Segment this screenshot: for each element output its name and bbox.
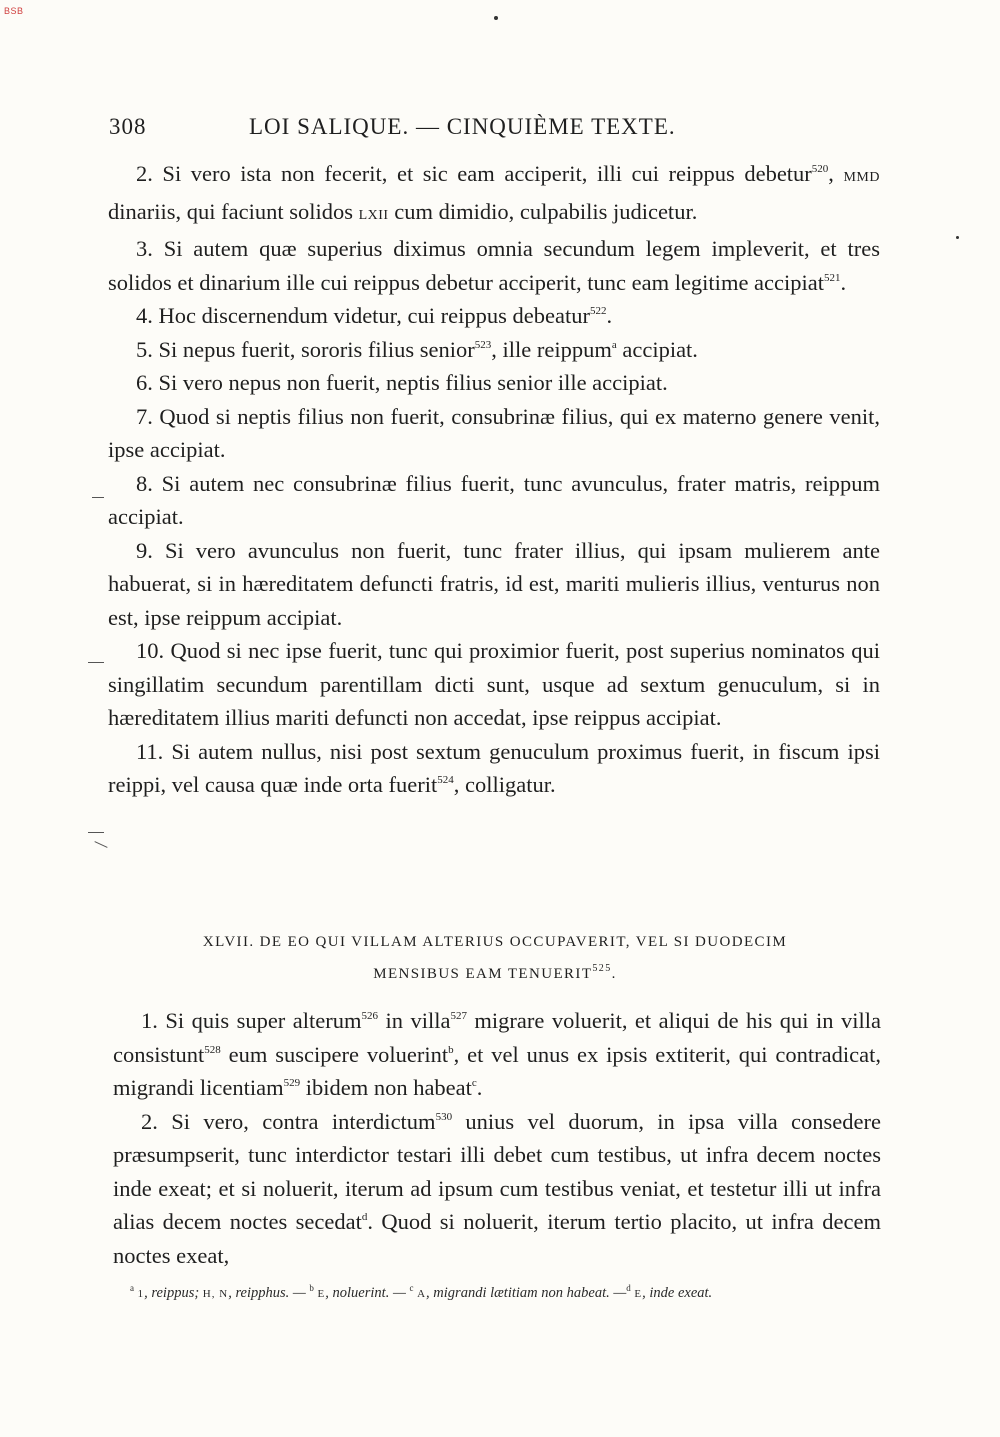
- note-ref: 526: [361, 1010, 378, 1022]
- page-number: 308: [109, 114, 147, 139]
- margin-mark: [92, 497, 104, 498]
- footnote-ref: d: [361, 1211, 368, 1223]
- paragraph-9: 9. Si vero avunculus non fuerit, tunc frater illius, qui ipsam mulierem ante habuerat, si in hæreditatem defuncti fratris, id est, mariti mulieris illius, venturus non est, ipse reippum accipiat.: [108, 537, 880, 630]
- paragraph-11: 11. Si autem nullus, nisi post sextum genuculum proximus fuerit, in fiscum ipsi reippi, vel causa quæ inde orta fuerit$^{524}$, colligatur.: [108, 738, 880, 797]
- running-title: LOI SALIQUE. — CINQUIÈME TEXTE.: [249, 114, 676, 139]
- paragraph-5: 5. Si nepus fuerit, sororis filius senior$^{523}$, ille reippum$^a$ accipiat.: [136, 336, 698, 362]
- text-block-reippus: [108, 157, 880, 802]
- note-ref: 525: [592, 963, 612, 974]
- paragraph-10: 10. Quod si nec ipse fuerit, tunc qui proximior fuerit, post superius nominatos qui singillatim secundum parentillam dicti sunt, usque ad sextum genuculum, si in hæreditatem illius mariti defuncti non accedat, ipse reippus accipiat.: [108, 638, 880, 730]
- note-ref: 523: [474, 338, 492, 351]
- note-ref: 527: [450, 1010, 467, 1022]
- note-ref: 522: [589, 305, 607, 317]
- note-ref: 529: [283, 1077, 301, 1089]
- ink-dot: [956, 236, 959, 239]
- margin-mark: [94, 841, 107, 848]
- note-ref: 530: [435, 1110, 453, 1123]
- footnote-ref: b: [448, 1043, 454, 1056]
- chapter-heading: [130, 926, 860, 990]
- paragraph-2: 2. Si vero ista non fecerit, et sic eam acciperit, illi cui reippus debetur$^{520}$, MMD dinariis, qui faciunt solidos LXII cum dimidio, culpabilis judicetur.: [108, 161, 880, 224]
- text-block-villa: [113, 1004, 881, 1272]
- paragraph-8: 8. Si autem nec consubrinæ filius fuerit, tunc avunculus, frater matris, reippum accipiat.: [108, 470, 880, 529]
- library-stamp: BSB: [4, 6, 24, 16]
- chapter-heading-line-2: MENSIBUS EAM TENUERIT$^{525}$.: [373, 963, 617, 982]
- note-ref: 520: [811, 163, 829, 175]
- ink-dot: [494, 16, 498, 20]
- paragraph-6: 6. Si vero nepus non fuerit, neptis filius senior ille accipiat.: [136, 370, 668, 395]
- paragraph-7: 7. Quod si neptis filius non fuerit, consubrinæ filius, qui ex materno genere venit, ipse accipiat.: [108, 403, 880, 462]
- footnote-ref: c: [471, 1077, 477, 1089]
- paragraph-3: 3. Si autem quæ superius diximus omnia secundum legem impleverit, et tres solidos et dinarium ille cui reippus debetur acciperit, tunc eam legitime accipiat$^{521}$.: [108, 236, 880, 295]
- note-ref: 524: [437, 774, 454, 786]
- note-ref: 528: [204, 1043, 221, 1056]
- margin-mark: [88, 662, 104, 663]
- paragraph-4: 4. Hoc discernendum videtur, cui reippus debeatur$^{522}$.: [136, 303, 613, 328]
- paragraph-1: 1. Si quis super alterum$^{526}$ in villa$^{527}$ migrare voluerit, et aliqui de his qui in villa consistunt$^{528}$ eum suscipere voluerint$^b$, et vel unus ex ipsis extiterit, qui contradicat, migrandi licentiam$^{529}$ ibidem non habeat$^c$.: [113, 1008, 882, 1100]
- margin-mark: [88, 832, 104, 833]
- paragraph-2: 2. Si vero, contra interdictum$^{530}$ unius vel duorum, in ipsa villa consedere præsumpserit, tunc interdictor testari illi debet cum testibus, ut infra decem noctes inde exeat; et si noluerit, iterum ad ipsum cum testibus veniat, et testetur illi ut infra alias decem noctes secedat$^d$. Quod si noluerit, iterum tertio placito, ut infra decem noctes exeat,: [113, 1108, 882, 1268]
- roman-numeral: MMD: [843, 170, 880, 185]
- roman-numeral: LXII: [358, 207, 389, 223]
- footnote-ref: a: [611, 338, 617, 351]
- note-ref: 521: [824, 271, 841, 284]
- chapter-heading-line-1: XLVII. DE EO QUI VILLAM ALTERIUS OCCUPAVERIT, VEL SI DUODECIM: [202, 934, 788, 950]
- footnotes: $^a$ 1, reippus; H, N, reipphus. — $^b$ E, noluerint. — $^c$ A, migrandi lætitiam non habeat. —$^d$ E, inde exeat.: [130, 1283, 713, 1301]
